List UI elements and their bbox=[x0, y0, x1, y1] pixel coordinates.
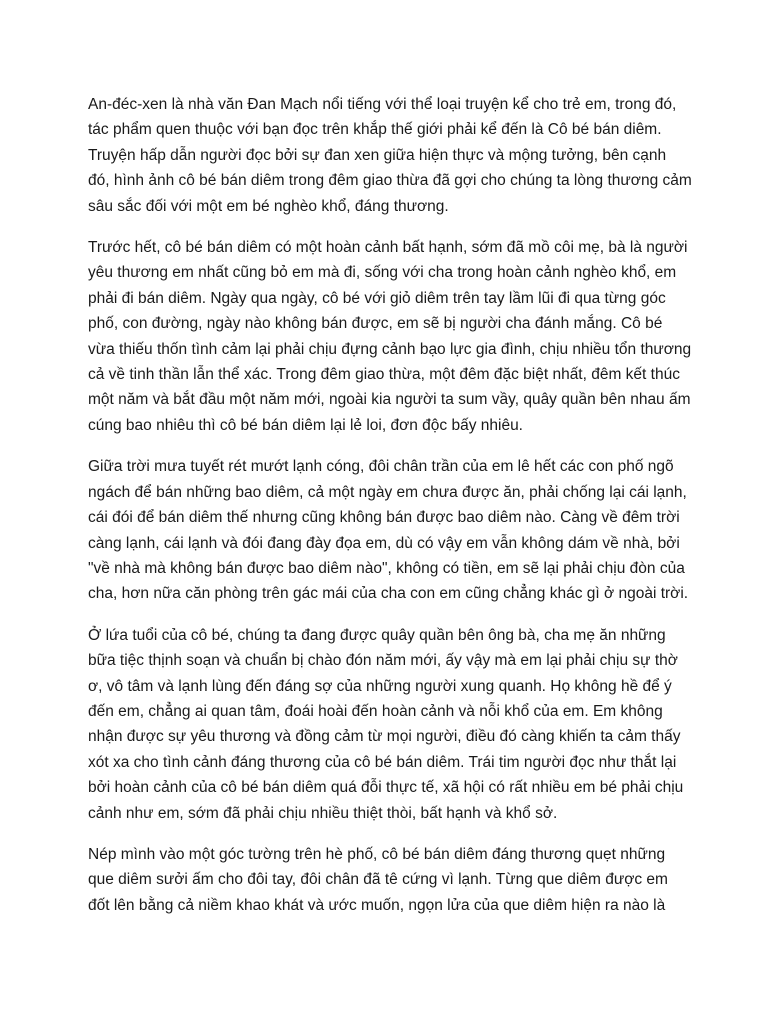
text-line: ngách để bán những bao diêm, cả một ngày em chưa được ăn, phải chống lại cái lạnh, bbox=[88, 483, 687, 501]
paragraph-5 bbox=[88, 842, 688, 918]
text-line: Giữa trời mưa tuyết rét mướt lạnh cóng, đôi chân trần của em lê hết các con phố ngõ bbox=[88, 458, 674, 476]
text-line: "về nhà mà không bán được bao diêm nào", không có tiền, em sẽ lại phải chịu đòn của bbox=[88, 559, 685, 577]
text-line: đó, hình ảnh cô bé bán diêm trong đêm giao thừa đã gợi cho chúng ta lòng thương cảm bbox=[88, 172, 692, 190]
text-line: một năm và bắt đầu một năm mới, ngoài kia người ta sum vầy, quây quần bên nhau ấm bbox=[88, 391, 691, 409]
text-line: vừa thiếu thốn tình cảm lại phải chịu đựng cảnh bạo lực gia đình, chịu nhiều tổn thương bbox=[88, 340, 692, 358]
paragraph-1 bbox=[88, 92, 692, 219]
text-line: An-đéc-xen là nhà văn Đan Mạch nổi tiếng với thể loại truyện kể cho trẻ em, trong đó, bbox=[88, 96, 677, 113]
text-line: cha, hơn nữa căn phòng trên gác mái của cha con em cũng chẳng khác gì ở ngoài trời. bbox=[88, 585, 689, 603]
text-line: bởi hoàn cảnh của cô bé bán diêm quá đỗi thực tế, xã hội có rất nhiều em bé phải chịu bbox=[88, 779, 684, 797]
text-line: nhận được sự yêu thương và đồng cảm từ mọi người, điều đó càng khiến ta cảm thấy bbox=[88, 728, 681, 746]
text-line: đốt lên bằng cả niềm khao khát và ước muốn, ngọn lửa của que diêm hiện ra nào là bbox=[88, 896, 666, 914]
text-line: sâu sắc đối với một em bé nghèo khổ, đáng thương. bbox=[88, 197, 449, 215]
text-line: Truyện hấp dẫn người đọc bởi sự đan xen giữa hiện thực và mộng tưởng, bên cạnh bbox=[88, 146, 667, 164]
text-line: càng lạnh, cái lạnh và đói đang đày đọa em, dù có vậy em vẫn không dám về nhà, bởi bbox=[88, 534, 680, 552]
paragraph-3 bbox=[88, 454, 688, 606]
text-line: bữa tiệc thịnh soạn và chuẩn bị chào đón năm mới, ấy vậy mà em lại phải chịu sự thờ bbox=[88, 652, 678, 670]
text-line: phố, con đường, ngày nào không bán được, em sẽ bị người cha đánh mắng. Cô bé bbox=[88, 315, 663, 333]
text-line: cảnh như em, sớm đã phải chịu nhiều thiệt thòi, bất hạnh và khổ sở. bbox=[88, 804, 558, 822]
paragraph-2 bbox=[88, 235, 692, 438]
text-line: Trước hết, cô bé bán diêm có một hoàn cảnh bất hạnh, sớm đã mồ côi mẹ, bà là người bbox=[88, 239, 688, 257]
text-line: cúng bao nhiêu thì cô bé bán diêm lại lẻ loi, đơn độc bấy nhiêu. bbox=[88, 416, 523, 434]
text-line: ơ, vô tâm và lạnh lùng đến đáng sợ của những người xung quanh. Họ không hề để ý bbox=[88, 677, 672, 695]
text-line: que diêm sưởi ấm cho đôi tay, đôi chân đã tê cứng vì lạnh. Từng que diêm được em bbox=[88, 871, 668, 889]
document-page bbox=[88, 92, 692, 934]
paragraph-4 bbox=[88, 623, 688, 826]
text-line: xót xa cho tình cảnh đáng thương của cô bé bán diêm. Trái tim người đọc như thắt lại bbox=[88, 753, 677, 771]
text-line: Nép mình vào một góc tường trên hè phố, cô bé bán diêm đáng thương quẹt những bbox=[88, 845, 666, 863]
text-line: cái đói để bán diêm thế nhưng cũng không bán được bao diêm nào. Càng về đêm trời bbox=[88, 509, 680, 527]
text-line: phải đi bán diêm. Ngày qua ngày, cô bé với giỏ diêm trên tay lầm lũi đi qua từng góc bbox=[88, 289, 666, 307]
text-line: yêu thương em nhất cũng bỏ em mà đi, sống với cha trong hoàn cảnh nghèo khổ, em bbox=[88, 264, 677, 282]
text-line: đến em, chẳng ai quan tâm, đoái hoài đến hoàn cảnh và nỗi khổ của em. Em không bbox=[88, 702, 663, 720]
text-line: cả về tinh thần lẫn thể xác. Trong đêm giao thừa, một đêm đặc biệt nhất, đêm kết thúc bbox=[88, 366, 680, 384]
text-line: tác phẩm quen thuộc với bạn đọc trên khắp thế giới phải kể đến là Cô bé bán diêm. bbox=[88, 121, 662, 139]
text-line: Ở lứa tuổi của cô bé, chúng ta đang được quây quần bên ông bà, cha mẹ ăn những bbox=[88, 626, 666, 644]
